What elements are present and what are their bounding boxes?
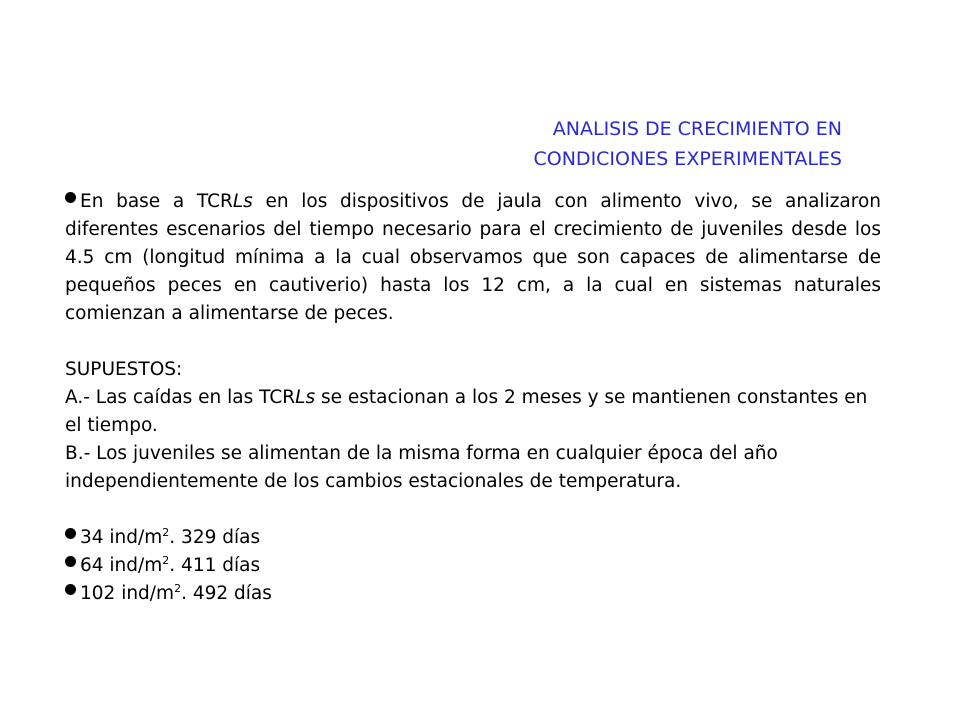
days-label: . 329 días: [169, 527, 261, 548]
intro-italic: Ls: [232, 191, 253, 212]
assumption-a: [65, 384, 881, 440]
intro-text-2: en los dispositivos de jaula con alimento vivo, se analizaron diferentes escenarios del tiempo necesario para el crecimiento de juveniles desde los 4.5 cm (longitud mínima a la cual observamos que son capaces de alimentarse de pequeños peces en cautiverio) hasta los 12 cm, a la cual en sistemas naturales comienzan a alimentarse de peces.: [65, 191, 882, 324]
assumption-a-italic: Ls: [295, 387, 316, 408]
slide-body: [65, 188, 881, 608]
exponent: 2: [162, 554, 170, 567]
days-label: . 492 días: [181, 583, 272, 604]
days-label: . 411 días: [169, 555, 261, 576]
slide-title: [322, 114, 842, 174]
title-line-2: CONDICIONES EXPERIMENTALES: [533, 148, 842, 170]
bullet-icon: [65, 556, 76, 567]
assumption-a-text-2: se estacionan a los 2 meses y se mantienen constantes en el tiempo.: [65, 387, 868, 436]
assumptions-section: [65, 356, 881, 496]
list-item: [65, 552, 881, 580]
density-label: 34 ind/m: [80, 527, 163, 548]
assumption-b: B.- Los juveniles se alimentan de la misma forma en cualquier época del año independientemente de los cambios estacionales de temperatura.: [65, 443, 778, 492]
assumption-a-text-1: A.- Las caídas en las TCR: [65, 387, 296, 408]
results-list: [65, 524, 881, 608]
bullet-icon: [65, 584, 76, 595]
exponent: 2: [174, 582, 182, 595]
intro-paragraph: [65, 188, 881, 328]
exponent: 2: [162, 526, 170, 539]
intro-text-1: En base a TCR: [80, 191, 233, 212]
list-item: [65, 524, 881, 552]
density-label: 64 ind/m: [80, 555, 163, 576]
bullet-icon: [65, 528, 76, 539]
list-item: [65, 580, 881, 608]
bullet-icon: [65, 192, 76, 203]
title-line-1: ANALISIS DE CRECIMIENTO EN: [552, 118, 842, 140]
density-label: 102 ind/m: [80, 583, 175, 604]
assumptions-heading: SUPUESTOS:: [65, 359, 183, 380]
